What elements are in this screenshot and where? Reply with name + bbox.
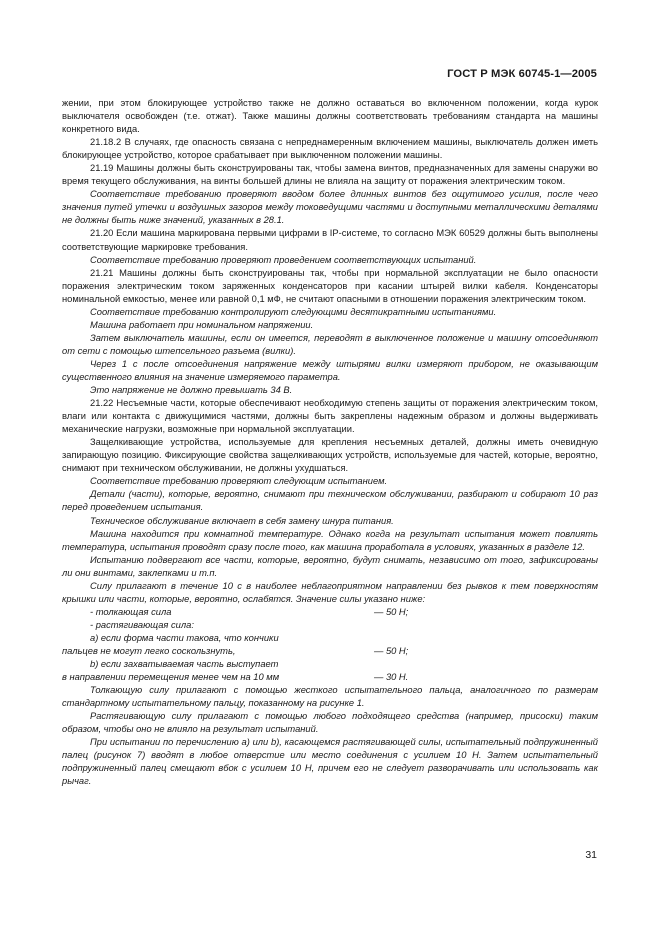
force-label: - толкающая сила xyxy=(90,606,172,617)
clause-21-19: 21.19 Машины должны быть сконструированы так, чтобы замена винтов, предназначенных для замены снаружи во время текущего обслуживания, на винты большей длины не влияла на защиту от поражения электрическим током. xyxy=(62,163,598,187)
force-a-row xyxy=(62,632,598,645)
force-b-row-2 xyxy=(62,671,598,684)
test-step: Машина работает при номинальном напряжении. xyxy=(90,319,314,330)
force-label: а) если форма части такова, что кончики xyxy=(90,632,279,643)
force-push-row xyxy=(62,606,598,619)
force-value: — 30 Н. xyxy=(374,672,409,683)
compliance-text: Соответствие требованию проверяют проведением соответствующих испытаний. xyxy=(90,254,477,265)
standard-header: ГОСТ Р МЭК 60745-1—2005 xyxy=(447,68,597,80)
clause-21-22: 21.22 Несъемные части, которые обеспечивают необходимую степень защиты от поражения электрическим током, влаги или контакта с движущимися частями, должны быть закреплены надежным образом и должны выдерживать механические нагрузки, возможные при нормальной эксплуатации. xyxy=(62,398,598,435)
paragraph: Защелкивающие устройства, используемые для крепления несъемных деталей, должны иметь очевидную запирающую позицию. Фиксирующие свойства защелкивающих устройств, используемые для частей, которые, вероятно, снимают при техническом обслуживании, не должны ухудшаться. xyxy=(62,437,598,474)
test-step: Затем выключатель машины, если он имеется, переводят в выключенное положение и машину отсоединяют от сети с помощью штепсельного разъема (вилки). xyxy=(62,332,598,356)
paragraph: жении, при этом блокирующее устройство также не должно оставаться во включенном положении, когда курок выключателя освобожден (т.е. отжат). Также машины должны соответствовать требованиям стандарта на машины конкретного вида. xyxy=(62,98,598,135)
compliance-text: Соответствие требованию проверяют вводом более длинных винтов без ощутимого усилия, после чего значения путей утечки и воздушных зазоров между токоведущими частями и доступными металлическими деталями не должны быть ниже значений, указанных в 28.1. xyxy=(62,189,598,226)
force-label: пальцев не могут легко соскользнуть, xyxy=(62,645,236,656)
test-step: Это напряжение не должно превышать 34 В. xyxy=(90,385,293,396)
force-b-row xyxy=(62,658,598,671)
force-value: — 50 Н; xyxy=(374,606,409,617)
test-step: Силу прилагают в течение 10 с в наиболее неблагоприятном направлении без рывков к тем поверхностям крышки или части, которые, вероятно, ослабятся. Значение силы указано ниже: xyxy=(62,580,598,604)
test-step: Толкающую силу прилагают с помощью жесткого испытательного пальца, аналогичного по размерам стандартному испытательному пальцу, показанному на рисунке 1. xyxy=(62,685,598,709)
force-label: в направлении перемещения менее чем на 10 мм xyxy=(62,672,280,683)
compliance-text: Соответствие требованию контролируют следующими десятикратными испытаниями. xyxy=(90,306,497,317)
force-label: - растягивающая сила: xyxy=(90,619,194,630)
clause-21-21: 21.21 Машины должны быть сконструированы так, чтобы при нормальной эксплуатации не было опасности поражения электрическим током заряженных конденсаторов при касании штырей вилки кабеля. Конденсаторы номинальной емкостью, менее или равной 0,1 мФ, не считают опасными в отношении поражения электрическим током. xyxy=(62,267,598,304)
page-number: 31 xyxy=(585,849,597,861)
test-step: Растягивающую силу прилагают с помощью любого подходящего средства (например, присоски) таким образом, чтобы оно не влияло на результат испытаний. xyxy=(62,711,598,735)
force-value: — 50 Н; xyxy=(374,645,409,656)
document-body xyxy=(62,97,598,788)
force-pull-row xyxy=(62,619,598,632)
clause-21-20: 21.20 Если машина маркирована первыми цифрами в IP-системе, то согласно МЭК 60529 должны быть выполнены соответствующие маркировке требования. xyxy=(62,228,598,252)
test-step: Через 1 с после отсоединения напряжение между штырями вилки измеряют прибором, не оказывающим существенного влияния на значение измеряемого параметра. xyxy=(62,358,598,382)
test-step: Техническое обслуживание включает в себя замену шнура питания. xyxy=(90,515,394,526)
test-step: При испытании по перечислению а) или b), касающемся растягивающей силы, испытательный подпружиненный палец (рисунок 7) вводят в любое отверстие или место соединения с усилием 10 Н. Затем испытательный подпружиненный палец смещают вбок с усилием 10 Н, причем его не следует разворачивать или использовать как рычаг. xyxy=(62,737,598,787)
test-step: Испытанию подвергают все части, которые, вероятно, будут снимать, независимо от того, зафиксированы ли они винтами, заклепками и т.п. xyxy=(62,554,598,578)
force-label: b) если захватываемая часть выступает xyxy=(90,659,279,670)
force-a-row-2 xyxy=(62,645,598,658)
clause-21-18-2: 21.18.2 В случаях, где опасность связана с непреднамеренным включением машины, выключатель должен иметь блокирующее устройство, которое срабатывает при выключенном положении машины. xyxy=(62,137,598,161)
test-step: Машина находится при комнатной температуре. Однако когда на результат испытания может повлиять температура, испытания проводят сразу после того, как машина проработала в условиях, указанных в разделе 12. xyxy=(62,528,598,552)
compliance-text: Соответствие требованию проверяют следующим испытанием. xyxy=(90,476,388,487)
test-step: Детали (части), которые, вероятно, снимают при техническом обслуживании, разбирают и собирают 10 раз перед проведением испытания. xyxy=(62,489,598,513)
